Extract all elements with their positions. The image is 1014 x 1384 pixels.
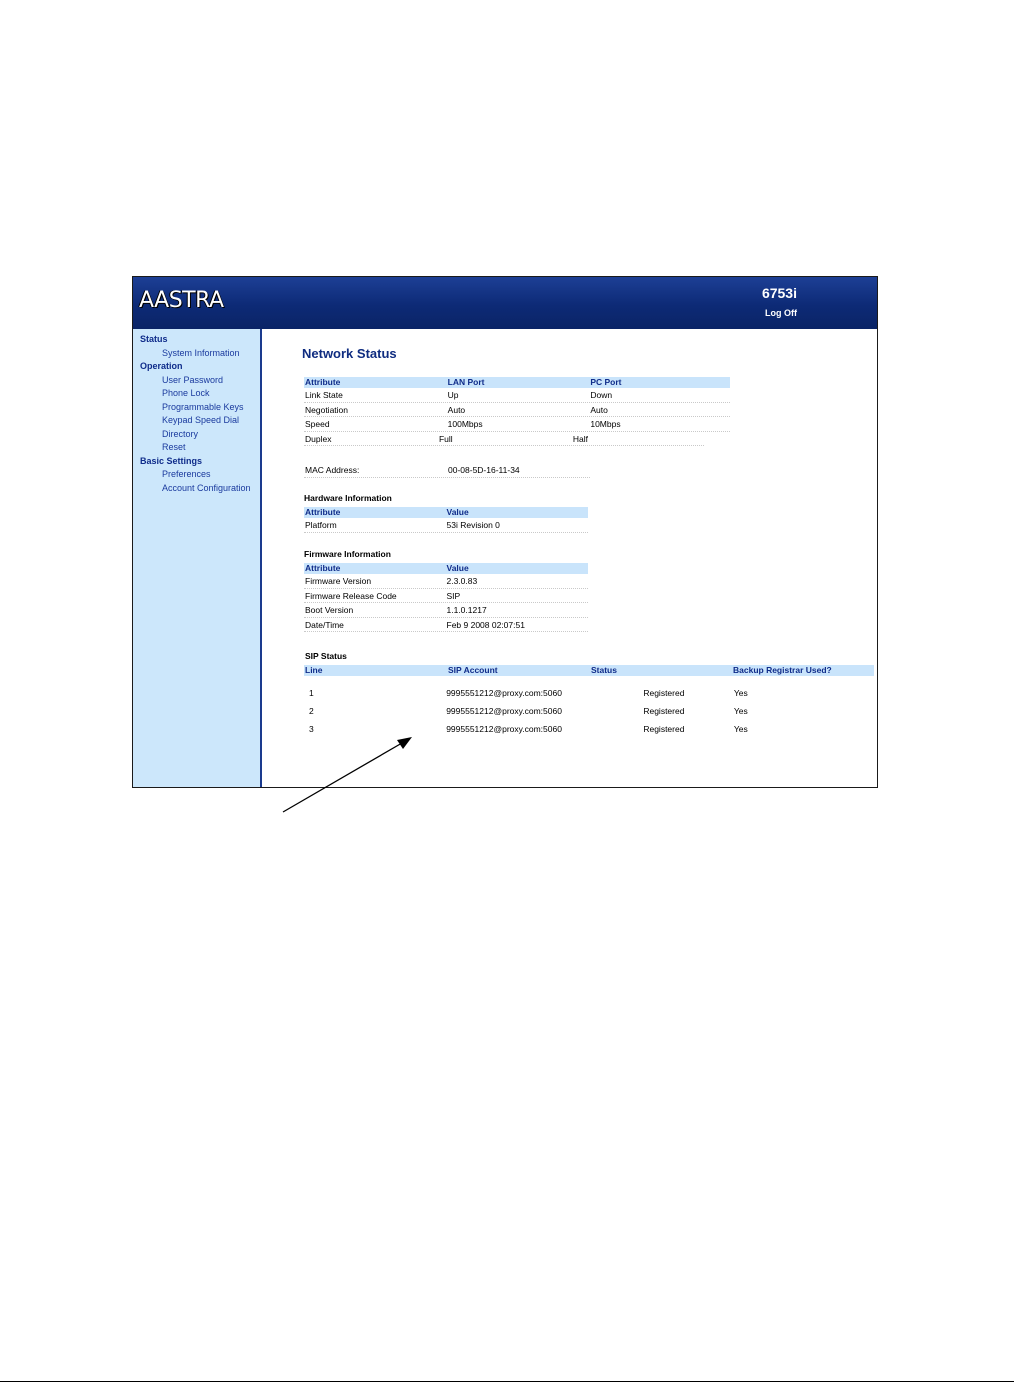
cell: Firmware Release Code: [305, 590, 397, 601]
cell: Registered: [643, 724, 685, 734]
main-content: [262, 329, 877, 787]
firmware-table: [304, 563, 588, 632]
firmware-table-header: [304, 563, 588, 574]
cell: Auto: [590, 404, 608, 415]
network-table: [304, 377, 730, 446]
sidebar-section-operation[interactable]: Operation: [140, 361, 183, 371]
col-lan-port: LAN Port: [447, 377, 485, 387]
sidebar-item-reset[interactable]: Reset: [162, 442, 186, 452]
cell: Yes: [733, 724, 748, 734]
table-row: [304, 720, 874, 738]
sidebar-item-directory[interactable]: Directory: [162, 428, 199, 439]
table-row: [304, 432, 704, 447]
web-ui-screenshot: [132, 276, 878, 788]
sidebar-item-preferences[interactable]: Preferences: [162, 469, 211, 479]
sidebar-item-keypad-speed-dial[interactable]: Keypad Speed Dial: [162, 415, 240, 425]
cell: 1.1.0.1217: [446, 605, 487, 615]
cell: 3: [309, 724, 314, 734]
sip-table-rows: [304, 684, 874, 738]
table-row: [304, 403, 730, 418]
cell: Feb 9 2008 02:07:51: [446, 619, 525, 630]
cell: Boot Version: [305, 605, 354, 615]
cell: Full: [438, 433, 453, 444]
col-attribute: Attribute: [305, 377, 341, 387]
table-row: [304, 518, 588, 533]
logoff-link[interactable]: Log Off: [765, 308, 797, 318]
cell: 100Mbps: [447, 419, 483, 429]
col-sip-account: SIP Account: [448, 665, 498, 675]
cell: 9995551212@proxy.com:5060: [446, 706, 562, 716]
page-title: Network Status: [302, 346, 397, 361]
table-row: [304, 589, 588, 604]
table-row: [304, 702, 874, 720]
header-bar: [133, 277, 877, 329]
aastra-logo: AASTRA: [139, 288, 224, 313]
sidebar-item-account-configuration[interactable]: Account Configuration: [162, 482, 251, 493]
phone-model: 6753i: [761, 285, 797, 301]
cell: 9995551212@proxy.com:5060: [446, 688, 562, 698]
sip-status-title: SIP Status: [305, 651, 347, 661]
sidebar-nav: [133, 329, 260, 495]
cell: Registered: [643, 706, 685, 716]
network-table-header: [304, 377, 730, 388]
cell: Up: [447, 390, 459, 400]
cell: 1: [309, 688, 314, 698]
cell: Speed: [305, 419, 330, 429]
cell: Half: [572, 433, 588, 444]
col-attribute: Attribute: [305, 563, 341, 573]
sidebar-item-system-information[interactable]: System Information: [162, 347, 240, 358]
table-row: [304, 417, 730, 432]
col-pc-port: PC Port: [590, 377, 622, 387]
col-line: Line: [305, 665, 323, 675]
sidebar-item-user-password[interactable]: User Password: [162, 374, 224, 385]
table-row: [304, 574, 588, 589]
mac-address-row: [304, 463, 590, 478]
hardware-table: [304, 507, 588, 533]
table-row: [304, 618, 588, 633]
cell: Firmware Version: [305, 576, 372, 586]
firmware-title: Firmware Information: [304, 549, 391, 559]
cell: 10Mbps: [590, 419, 621, 429]
cell: Down: [590, 390, 613, 400]
cell: Link State: [305, 390, 343, 400]
cell: SIP: [446, 590, 461, 601]
cell: 2: [309, 706, 314, 716]
cell: Platform: [305, 520, 337, 530]
cell: 53i Revision 0: [446, 520, 500, 530]
col-value: Value: [446, 507, 469, 517]
mac-address-label: MAC Address:: [305, 465, 360, 475]
col-value: Value: [446, 563, 469, 573]
sidebar-section-basic-settings[interactable]: Basic Settings: [140, 455, 203, 466]
mac-address-value: 00-08-5D-16-11-34: [448, 465, 520, 475]
cell: Auto: [447, 404, 466, 415]
cell: Duplex: [305, 433, 332, 444]
sidebar: [133, 329, 262, 787]
table-row: [304, 603, 588, 618]
sidebar-item-phone-lock[interactable]: Phone Lock: [162, 388, 210, 398]
cell: 2.3.0.83: [446, 576, 478, 586]
col-status: Status: [591, 665, 617, 675]
table-row: [304, 684, 874, 702]
hardware-table-header: [304, 507, 588, 518]
cell: Date/Time: [305, 619, 344, 630]
sidebar-section-status[interactable]: Status: [140, 334, 168, 344]
page-footer-rule: [0, 1381, 1014, 1382]
sip-table-header: [304, 665, 874, 676]
table-row: [304, 388, 730, 403]
cell: Registered: [643, 688, 685, 698]
cell: 9995551212@proxy.com:5060: [446, 724, 562, 734]
sidebar-item-programmable-keys[interactable]: Programmable Keys: [162, 401, 244, 412]
hardware-title: Hardware Information: [304, 493, 392, 503]
cell: Yes: [733, 688, 748, 698]
col-backup-registrar: Backup Registrar Used?: [733, 665, 832, 675]
cell: Negotiation: [305, 404, 349, 415]
cell: Yes: [733, 706, 748, 716]
col-attribute: Attribute: [305, 507, 341, 517]
